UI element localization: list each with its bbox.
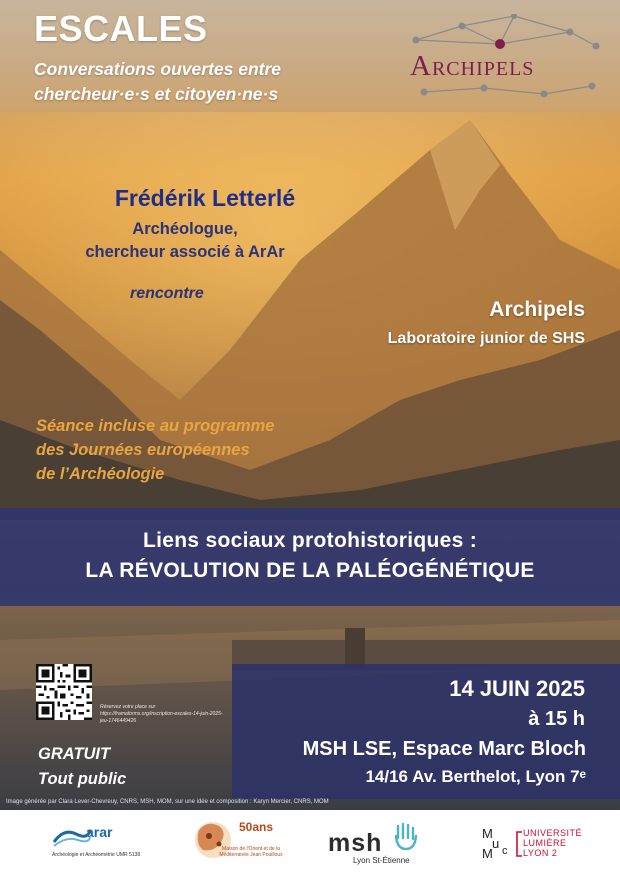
mom-anniversary-label: 50ans <box>239 820 274 834</box>
lyon2-logo-wordmark <box>523 828 582 858</box>
program-note-line-1: Séance incluse au programme <box>36 417 275 435</box>
program-note-line-3: de l’Archéologie <box>36 465 165 483</box>
speaker-name: Frédérik Letterlé <box>114 185 296 211</box>
svg-text:M: M <box>482 846 493 861</box>
series-subtitle <box>34 57 281 107</box>
event-address: 14/16 Av. Berthelot, Lyon 7ᵉ <box>365 767 586 786</box>
price-label: GRATUIT <box>38 745 111 763</box>
event-time: à 15 h <box>528 708 585 730</box>
svg-text:u: u <box>492 836 500 851</box>
subtitle-line-1: Conversations ouvertes entre <box>34 59 282 79</box>
speaker-role-line-2: chercheur associé à ArAr <box>85 243 285 261</box>
svg-text:c: c <box>502 845 508 857</box>
event-venue: MSH LSE, Espace Marc Bloch <box>302 738 586 760</box>
audience-label: Tout public <box>38 770 127 788</box>
organization-description: Laboratoire junior de SHS <box>387 330 585 347</box>
msh-logo-subtitle: Lyon St-Étienne <box>353 856 410 865</box>
subtitle-line-2: chercheur·e·s et citoyen·ne·s <box>34 84 279 104</box>
speaker-role-line-1: Archéologue, <box>132 220 238 238</box>
msh-hand-logo-icon <box>393 822 419 852</box>
msh-logo-wordmark: msh <box>328 829 383 857</box>
talk-title <box>0 526 620 586</box>
mom-monogram-logo-icon <box>480 824 518 862</box>
arar-logo-subtitle: Archéologie et Archéométrie UMR 5138 <box>52 852 141 858</box>
lyon2-line-3: LYON 2 <box>523 848 558 858</box>
archipels-logo-wordmark: Archipels <box>410 50 535 82</box>
arar-logo-wordmark: arar <box>86 824 113 840</box>
talk-title-line-2: LA RÉVOLUTION DE LA PALÉOGÉNÉTIQUE <box>85 559 535 582</box>
admission-info <box>38 742 126 792</box>
lyon2-line-2: LUMIÈRE <box>523 838 567 848</box>
talk-title-line-1: Liens sociaux protohistoriques : <box>143 529 477 552</box>
qr-registration-note: Réservez votre place sur https://framaforms.org/inscription-escales-14-juin-2025-jeu-1746449426 <box>100 704 223 724</box>
lyon2-line-1: UNIVERSITÉ <box>523 828 583 838</box>
svg-text:M: M <box>482 826 493 841</box>
program-note <box>36 414 336 486</box>
series-title: ESCALES <box>34 8 208 49</box>
image-credit: Image générée par Clara Lever-Chevreuy, CNRS, MSH, MOM, sur une idée et composition : Karyn Mercier, CNRS, MOM <box>6 799 329 805</box>
program-note-line-2: des Journées européennes <box>36 441 250 459</box>
event-date: 14 JUIN 2025 <box>449 676 585 701</box>
speaker-role <box>40 218 330 264</box>
mom-logo-subtitle: Maison de l'Orient et de la Méditerranée Jean Pouilloux <box>219 846 283 858</box>
organization-name: Archipels <box>489 298 585 321</box>
connector-text: rencontre <box>130 285 204 302</box>
registration-qr-code-icon[interactable] <box>36 664 92 720</box>
